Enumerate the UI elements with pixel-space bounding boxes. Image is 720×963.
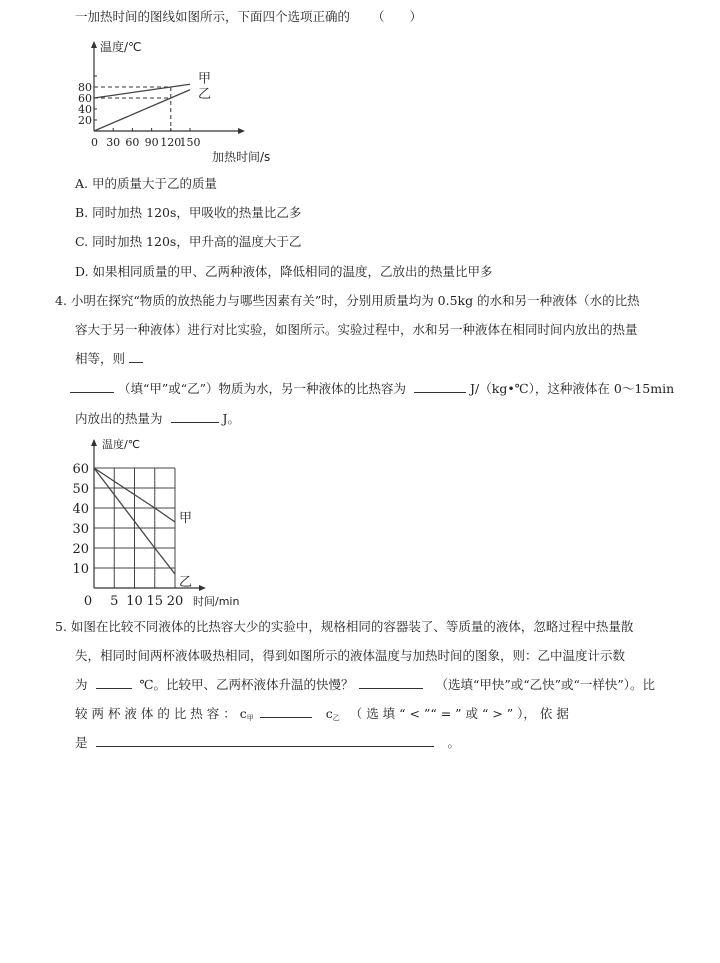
q5-text: 为 [75, 677, 88, 692]
q4-blank-substance[interactable] [70, 380, 114, 393]
series-label-yi: 乙 [179, 575, 193, 590]
y-axis-arrow [91, 439, 97, 446]
q4-blank-heat[interactable] [171, 410, 219, 423]
q5-text: 较 两 杯 液 体 的 比 热 容 ： c [75, 706, 247, 721]
q3-chart [72, 36, 302, 171]
subscript-yi: 乙 [332, 714, 340, 722]
q3-option-a [75, 175, 217, 193]
x-tick-label: 10 [126, 594, 143, 609]
q4-text: J/（kg•℃），这种液体在 0～15min [470, 381, 675, 396]
y-tick-label: 20 [78, 114, 92, 127]
q4-chart [60, 430, 260, 610]
q3-option-d [75, 263, 493, 281]
series-label-yi: 乙 [198, 86, 212, 102]
y-axis-label: 温度/℃ [100, 40, 142, 54]
q5-blank-temperature[interactable] [96, 676, 132, 689]
y-tick-label: 80 [78, 81, 92, 94]
x-tick-label: 120 [160, 136, 182, 149]
option-letter: D. [75, 264, 89, 279]
q4-line-4 [70, 380, 674, 398]
q5-text: ℃。比较甲、乙两杯液体升温的快慢？ [139, 677, 354, 692]
option-letter: B. [75, 205, 89, 220]
x-tick-label: 5 [110, 594, 119, 609]
q5-blank-reason[interactable] [96, 734, 434, 747]
q5-line-5 [75, 734, 460, 752]
q3-answer-paren: （ ） [372, 9, 423, 24]
y-tick-label: 20 [72, 542, 89, 557]
q5-number: 5. [55, 619, 67, 634]
x-tick-label: 0 [91, 136, 98, 149]
option-letter: C. [75, 234, 89, 249]
option-text: 同时加热 120s，甲升高的温度大于乙 [92, 234, 302, 249]
y-tick-label: 10 [72, 562, 89, 577]
q5-line-4 [75, 705, 569, 727]
q5-line-2 [75, 647, 625, 665]
y-tick-label: 60 [72, 462, 89, 477]
option-text: 同时加热 120s，甲吸收的热量比乙多 [92, 205, 302, 220]
q4-text: 相等，则 [75, 351, 126, 366]
q4-text: 小明在探究“物质的放热能力与哪些因素有关”时，分别用质量均为 0.5kg 的水和另一种液体（水的比热 [70, 293, 640, 308]
q4-line-2 [75, 321, 638, 339]
q4-line-3 [75, 350, 143, 368]
q5-line-3 [75, 676, 655, 694]
x-tick-label: 0 [83, 594, 93, 609]
q5-text: （选填“甲快”或“乙快”或“一样快”）。比 [435, 677, 656, 692]
option-letter: A. [75, 176, 89, 191]
x-axis-arrow [199, 585, 206, 591]
y-tick-label: 50 [72, 482, 89, 497]
q4-text: 内放出的热量为 [75, 411, 163, 426]
q5-text: c [325, 706, 333, 721]
x-axis-arrow [238, 128, 245, 134]
x-tick-label: 15 [146, 594, 164, 609]
q3-option-c [75, 233, 301, 251]
x-tick-label: 150 [179, 136, 201, 149]
q4-text: J。 [222, 411, 240, 426]
option-text: 甲的质量大于乙的质量 [92, 176, 218, 191]
q4-text: （填“甲”或“乙”）物质为水，另一种液体的比热容为 [117, 381, 407, 396]
q4-line-5 [75, 410, 240, 428]
y-tick-label: 40 [78, 103, 92, 116]
option-text: 如果相同质量的甲、乙两种液体，降低相同的温度，乙放出的热量比甲多 [92, 264, 493, 279]
q4-blank-0[interactable] [129, 350, 143, 363]
y-tick-label: 60 [78, 92, 92, 105]
x-tick-label: 30 [106, 136, 121, 149]
q5-line-1 [55, 618, 633, 636]
y-tick-label: 40 [72, 502, 89, 517]
y-axis-arrow [91, 41, 97, 48]
x-tick-label: 20 [166, 594, 184, 609]
q5-text: 。 [447, 735, 460, 750]
q4-blank-specific-heat[interactable] [414, 380, 466, 393]
x-axis-label: 时间/min [193, 595, 240, 608]
q4-line-1 [55, 292, 640, 310]
y-tick-label: 30 [72, 522, 89, 537]
q5-text: 是 [75, 735, 88, 750]
subscript-jia: 甲 [246, 714, 254, 722]
y-axis-label: 温度/℃ [102, 438, 141, 451]
x-tick-label: 60 [125, 136, 140, 149]
x-tick-label: 90 [144, 136, 159, 149]
q5-blank-compare[interactable] [260, 705, 312, 718]
series-label-jia: 甲 [198, 71, 212, 87]
q3-option-b [75, 204, 301, 222]
q5-text: 失，相同时间两杯液体吸热相同，得到如图所示的液体温度与加热时间的图象，则：乙中温度计示数 [75, 648, 626, 663]
x-axis-label: 加热时间/s [212, 150, 271, 164]
q3-stem-tail [75, 8, 422, 26]
series-label-jia: 甲 [179, 511, 193, 526]
q4-text: 容大于另一种液体）进行对比实验，如图所示。实验过程中，水和另一种液体在相同时间内放出的热量 [75, 322, 638, 337]
q5-text: （ 选 填 “ < ”“ = ” 或 “ > ” ）， 依 据 [349, 706, 569, 721]
q3-stem-text: 一加热时间的图线如图所示，下面四个选项正确的 [75, 9, 351, 24]
q5-text: 如图在比较不同液体的比热容大少的实验中，规格相同的容器装了、等质量的液体，忽略过程中热量散 [70, 619, 634, 634]
q5-blank-faster[interactable] [359, 676, 423, 689]
q4-number: 4. [55, 293, 67, 308]
